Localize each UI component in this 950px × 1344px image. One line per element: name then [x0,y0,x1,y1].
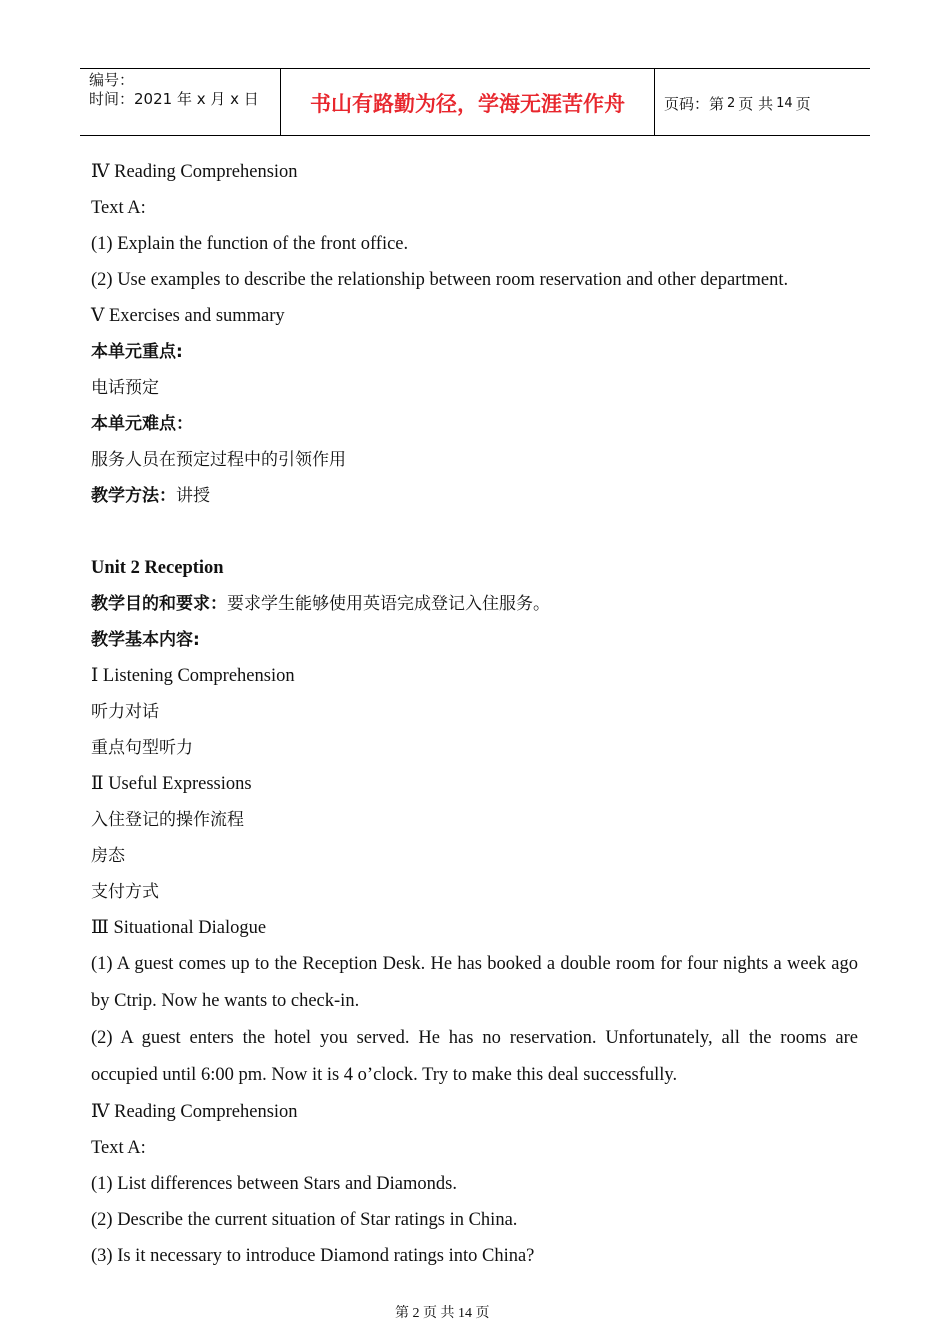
page-header [80,68,870,136]
content-label-line [91,622,858,658]
question-item: (3) Is it necessary to introduce Diamond ratings into China? [91,1246,535,1266]
dialogue-item: (1) A guest comes up to the Reception Desk. He has booked a double room for four nights a week ago by Ctrip. Now he wants to check-in. [91,954,858,1011]
difficulty-value: 服务人员在预定过程中的引领作用 [91,450,346,470]
method-value: 讲授 [176,486,210,506]
key-points-label [91,334,858,370]
page-prefix: 页码：第 [664,94,725,113]
page-mid: 页 共 [738,94,774,113]
dialogue-item: (2) A guest enters the hotel you served. He has no reservation. Unfortunately, all the rooms are occupied until 6:00 pm. Now it is 4 o’clock. Try to make this deal successfully. [91,1028,858,1085]
difficulty-label-line [91,406,858,442]
question-item: (1) Explain the function of the front office. [91,234,409,254]
time-label: 时间：2021 年 x 月 x 日 [89,90,259,108]
section-heading: Ⅱ Useful Expressions [91,774,252,794]
section-heading: Ⅳ Reading Comprehension [91,1102,298,1122]
question-item: (2) Describe the current situation of Star ratings in China. [91,1210,518,1230]
key-points-value: 电话预定 [91,378,159,398]
teaching-method [91,478,858,514]
text-a-label: Text A: [91,1138,146,1158]
list-item: 重点句型听力 [91,738,193,758]
document-body [91,154,858,1274]
question-item: (1) List differences between Stars and Diamonds. [91,1174,457,1194]
page-footer: 第 2 页 共 14 页 [395,1306,490,1321]
teaching-goal [91,586,858,622]
list-item: 听力对话 [91,702,159,722]
goal-value: 要求学生能够使用英语完成登记入住服务。 [227,594,550,614]
goal-label: 教学目的和要求： [91,594,227,614]
header-meta [80,69,281,135]
difficulty-label: 本单元难点： [91,414,193,434]
list-item: 入住登记的操作流程 [91,810,244,830]
method-label: 教学方法： [91,486,176,506]
header-page-info [655,69,870,135]
section-heading: Ⅴ Exercises and summary [91,306,285,326]
section-heading: Ⅲ Situational Dialogue [91,918,267,938]
question-item: (2) Use examples to describe the relationship between room reservation and other department. [91,270,789,290]
section-heading: Ⅰ Listening Comprehension [91,666,295,686]
spacer [91,514,858,550]
list-item: 房态 [91,846,125,866]
page-current: 2 [727,95,736,111]
text-a-label: Text A: [91,198,146,218]
list-item: 支付方式 [91,882,159,902]
page-total: 14 [776,95,793,111]
key-label: 本单元重点: [91,342,183,362]
page-suffix: 页 [795,94,811,113]
content-label: 教学基本内容: [91,630,200,650]
number-label: 编号： [89,71,135,89]
header-motto: 书山有路勤为径，学海无涯苦作舟 [281,69,655,135]
section-heading: Ⅳ Reading Comprehension [91,162,298,182]
unit-title: Unit 2 Reception [91,558,224,578]
